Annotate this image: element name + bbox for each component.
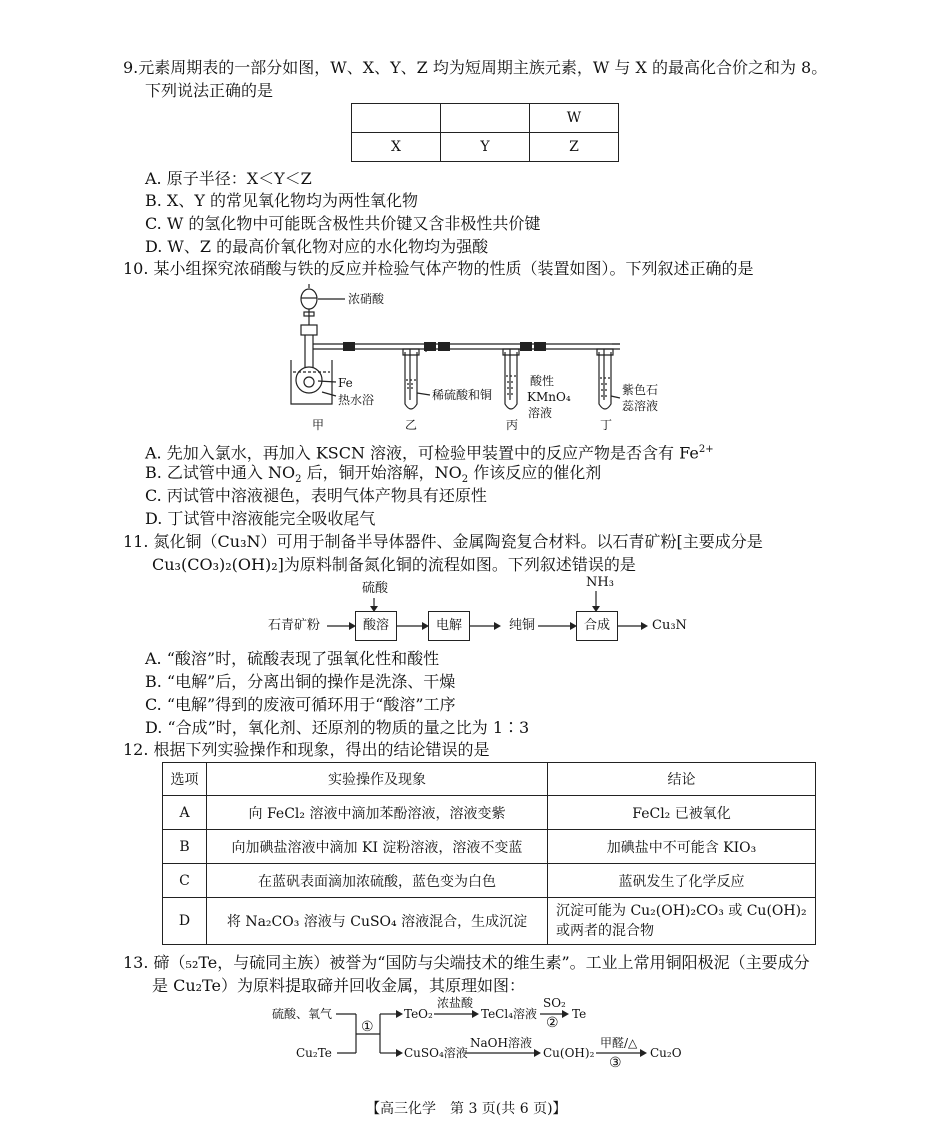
header-operation: 实验操作及现象 (207, 763, 548, 796)
q10-option-c[interactable]: C. 丙试管中溶液褪色，表明气体产物具有还原性 (145, 486, 487, 505)
flow-step-acid-dissolve: 酸溶 (355, 611, 397, 641)
row-label: C (163, 864, 207, 898)
table-row (163, 796, 816, 830)
flow-pure-copper: 纯铜 (509, 618, 536, 633)
q10-stem: 10. 某小组探究浓硝酸与铁的反应并检验气体产物的性质（装置如图）。下列叙述正确的是 (123, 259, 754, 278)
header-conclusion: 结论 (548, 763, 816, 796)
flow-start: 石青矿粉 (268, 618, 321, 633)
q10-option-b-sub2: 2 (461, 474, 469, 486)
q11-option-d[interactable]: D. “合成”时，氧化剂、还原剂的物质的量之比为 1∶3 (145, 718, 530, 737)
q9-cell-y: Y (441, 133, 530, 162)
q10-option-a-charge: 2+ (698, 444, 714, 455)
label-tube-ding-2: 蕊溶液 (622, 399, 659, 413)
q10-option-b-sub1: 2 (295, 474, 302, 486)
q10-option-b-text3: 作该反应的催化剂 (468, 463, 602, 482)
page-footer: 【高三化学 第 3 页(共 6 页)】 (366, 1101, 567, 1117)
label-tube-ding-1: 紫色石 (622, 383, 659, 397)
label-ding: 丁 (600, 418, 613, 432)
q13-step-1: ① (361, 1019, 374, 1035)
label-tube-bing-3: 溶液 (528, 406, 553, 420)
label-conc-nitric-acid: 浓硝酸 (348, 292, 385, 306)
q13-input-cu2te: Cu₂Te (296, 1046, 332, 1060)
q10-option-d[interactable]: D. 丁试管中溶液能完全吸收尾气 (145, 509, 376, 528)
row-conclusion: FeCl₂ 已被氧化 (548, 796, 816, 830)
q13-te: Te (572, 1007, 587, 1021)
flow-reagent-nh3: NH₃ (586, 575, 614, 590)
row-operation: 在蓝矾表面滴加浓硫酸，蓝色变为白色 (207, 864, 548, 898)
q13-stem-line2: 是 Cu₂Te）为原料提取碲并回收金属，其原理如图： (152, 976, 525, 995)
q13-tecl4: TeCl₄溶液 (481, 1007, 538, 1021)
q9-stem-line2: 下列说法正确的是 (145, 81, 274, 100)
label-hot-water-bath: 热水浴 (338, 393, 375, 407)
q13-cuso4: CuSO₄溶液 (404, 1046, 468, 1060)
q12-table (162, 762, 816, 945)
q13-naoh: NaOH溶液 (470, 1036, 532, 1050)
q9-cell (441, 104, 530, 133)
table-row (163, 864, 816, 898)
q9-option-b[interactable]: B. X、Y 的常见氧化物均为两性氧化物 (145, 191, 418, 210)
q10-option-a[interactable] (145, 440, 714, 463)
label-fe: Fe (338, 376, 353, 390)
q13-stem-line1: 13. 碲（₅₂Te，与硫同主族）被誉为“国防与尖端技术的维生素”。工业上常用铜阳极泥（主要成分 (123, 953, 810, 972)
q9-periodic-table (351, 103, 619, 162)
table-row (163, 830, 816, 864)
q13-cu2o: Cu₂O (650, 1046, 682, 1060)
q13-so2: SO₂ (543, 996, 566, 1010)
label-yi: 乙 (405, 418, 418, 432)
q13-formaldehyde: 甲醛/△ (600, 1036, 638, 1050)
row-conclusion: 沉淀可能为 Cu₂(OH)₂CO₃ 或 Cu(OH)₂ 或两者的混合物 (548, 898, 816, 945)
q13-cuoh2: Cu(OH)₂ (543, 1046, 595, 1060)
q13-step-2: ② (546, 1015, 559, 1031)
q9-option-c[interactable]: C. W 的氢化物中可能既含极性共价键又含非极性共价键 (145, 214, 541, 233)
q9-cell-z: Z (530, 133, 619, 162)
row-operation: 向 FeCl₂ 溶液中滴加苯酚溶液，溶液变紫 (207, 796, 548, 830)
label-tube-yi: 稀硫酸和铜 (432, 388, 493, 402)
q9-cell (352, 104, 441, 133)
label-jia: 甲 (312, 418, 325, 432)
label-bing: 丙 (506, 418, 519, 432)
q13-conc-hcl: 浓盐酸 (437, 996, 474, 1010)
row-label: D (163, 898, 207, 945)
row-operation: 将 Na₂CO₃ 溶液与 CuSO₄ 溶液混合，生成沉淀 (207, 898, 548, 945)
q12-stem: 12. 根据下列实验操作和现象，得出的结论错误的是 (123, 740, 490, 759)
q10-option-b-text1: B. 乙试管中通入 NO (145, 463, 296, 482)
row-conclusion: 蓝矾发生了化学反应 (548, 864, 816, 898)
header-option: 选项 (163, 763, 207, 796)
label-tube-bing-2: KMnO₄ (527, 390, 571, 404)
q9-cell-x: X (352, 133, 441, 162)
q10-option-b-text2: 后，铜开始溶解，NO (301, 463, 462, 482)
q13-step-3: ③ (609, 1055, 622, 1071)
q11-stem-line1: 11. 氮化铜（Cu₃N）可用于制备半导体器件、金属陶瓷复合材料。以石青矿粉[主要成分是 (123, 532, 763, 551)
row-operation: 向加碘盐溶液中滴加 KI 淀粉溶液，溶液不变蓝 (207, 830, 548, 864)
table-header-row (163, 763, 816, 796)
flow-product: Cu₃N (652, 618, 687, 633)
flow-step-synthesis: 合成 (576, 611, 618, 641)
row-label: B (163, 830, 207, 864)
q11-stem-line2: Cu₃(CO₃)₂(OH)₂]为原料制备氮化铜的流程如图。下列叙述错误的是 (152, 555, 636, 574)
q9-option-d[interactable]: D. W、Z 的最高价氧化物对应的水化物均为强酸 (145, 237, 489, 256)
q11-option-a[interactable]: A. “酸溶”时，硫酸表现了强氧化性和酸性 (145, 649, 440, 668)
flow-step-electrolysis: 电解 (428, 611, 470, 641)
q11-option-c[interactable]: C. “电解”得到的废液可循环用于“酸溶”工序 (145, 695, 456, 714)
table-row (163, 898, 816, 945)
q11-option-b[interactable]: B. “电解”后，分离出铜的操作是洗涤、干燥 (145, 672, 456, 691)
q13-teo2: TeO₂ (404, 1007, 433, 1021)
q9-stem-line1: 9.元素周期表的一部分如图，W、X、Y、Z 均为短周期主族元素，W 与 X 的最高化合价之和为 8。 (123, 58, 828, 77)
row-label: A (163, 796, 207, 830)
flow-reagent-sulfuric: 硫酸 (362, 581, 389, 596)
q13-input-acid-oxygen: 硫酸、氧气 (272, 1007, 333, 1021)
label-tube-bing-1: 酸性 (530, 374, 555, 388)
row-conclusion: 加碘盐中不可能含 KIO₃ (548, 830, 816, 864)
q10-option-a-text: A. 先加入氯水，再加入 KSCN 溶液，可检验甲装置中的反应产物是否含有 Fe (145, 443, 699, 463)
q9-cell-w: W (530, 104, 619, 133)
q9-option-a[interactable]: A. 原子半径：X＜Y＜Z (145, 169, 312, 188)
